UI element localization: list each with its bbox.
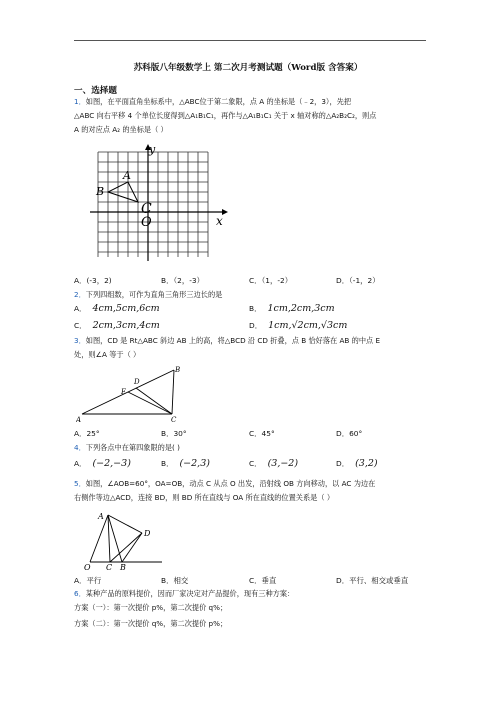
q3-number: 3．: [74, 336, 86, 345]
q2-text: 下列四组数，可作为直角三角形三边长的是: [85, 290, 223, 299]
q1-line-1: [74, 97, 351, 107]
q5-label-d: D: [144, 529, 151, 538]
q3-option-a[interactable]: A．25°: [74, 429, 100, 438]
q5-option-d[interactable]: D．平行、相交或垂直: [336, 576, 409, 585]
q4-text: 下列各点中在第四象限的是( ): [85, 443, 180, 452]
q3-label-b: B: [175, 366, 181, 374]
q3-label-a: A: [76, 416, 82, 424]
q5-line-1: [74, 479, 375, 489]
q5-option-c[interactable]: C．垂直: [249, 576, 277, 585]
q5-segment-bd: [122, 533, 142, 562]
q2-line: [74, 290, 222, 300]
q5-label-a: A: [98, 512, 104, 521]
q1-label-c: C: [141, 201, 152, 217]
q4-option-a[interactable]: A． (−2,−3): [74, 458, 131, 469]
header-rule: [74, 40, 426, 41]
q4-line: [74, 443, 180, 453]
q3-segment-cd: [136, 388, 172, 414]
q2-number: 2．: [74, 290, 86, 299]
q4-number: 4．: [74, 443, 86, 452]
q5-line-2: 右侧作等边△ACD，连接 BD，则 BD 所在直线与 OA 所在直线的位置关系是（ ）: [74, 493, 335, 502]
section-heading: 一、选择题: [74, 86, 117, 96]
q3-triangle-figure: [76, 364, 186, 424]
q5-geometry-figure: [84, 509, 164, 571]
q2-option-c[interactable]: C． 2cm,3cm,4cm: [74, 320, 160, 331]
q1-label-y: y: [149, 143, 156, 156]
q1-option-a[interactable]: A．(-3，2): [74, 276, 112, 285]
q1-grid: [98, 152, 208, 257]
q6-plan-2: 方案（二）：第一次提价 q%，第二次提价 p%；: [74, 619, 228, 628]
q1-option-c[interactable]: C．（1，-2）: [249, 276, 293, 285]
q2-option-b[interactable]: B． 1cm,2cm,3cm: [249, 303, 335, 314]
q6-text: 某种产品的原料提价，因而厂家决定对产品提价，现有三种方案：: [85, 589, 295, 598]
q3-segment-ce: [128, 392, 172, 414]
q3-line-1: [74, 336, 380, 346]
q4-option-d[interactable]: D． (3,2): [336, 458, 378, 469]
q1-label-x: x: [216, 214, 223, 228]
q1-x-arrow-icon: [222, 209, 228, 215]
q1-option-d[interactable]: D．（-1，2）: [336, 276, 380, 285]
q5-label-c: C: [106, 563, 113, 571]
q4-option-c[interactable]: C． (3,−2): [249, 458, 299, 469]
q5-label-o: O: [84, 563, 91, 571]
q3-label-d: D: [134, 378, 140, 386]
q5-option-a[interactable]: A．平行: [74, 576, 102, 585]
q1-label-o: O: [141, 215, 152, 230]
q1-label-a: A: [123, 169, 131, 182]
q5-option-b[interactable]: B．相交: [161, 576, 189, 585]
q5-segment-ad: [108, 515, 142, 533]
q1-label-b: B: [96, 185, 105, 198]
q1-option-b[interactable]: B．（2，-3）: [161, 276, 205, 285]
q3-line-2: 处，则∠A 等于（ ）: [74, 350, 141, 359]
q2-option-d[interactable]: D． 1cm,√2cm,√3cm: [249, 320, 348, 331]
q1-line-2: △ABC 向右平移 4 个单位长度得到△A₁B₁C₁，再作与△A₁B₁C₁ 关于 x 轴对称的△A₂B₂C₂，则点: [74, 111, 377, 120]
q1-coordinate-figure: [88, 143, 238, 268]
q5-number: 5．: [74, 479, 86, 488]
q6-number: 6．: [74, 589, 86, 598]
q5-segment-oa: [90, 515, 108, 562]
q3-label-e: E: [121, 388, 127, 396]
page-title: 苏科版八年级数学上 第二次月考测试题（Word版 含答案）: [133, 63, 363, 73]
q1-text-1: 如图，在平面直角坐标系中，△ABC位于第二象限，点 A 的坐标是（﹣2，3），先把: [85, 97, 352, 106]
q3-text-1: 如图，CD 是 Rt△ABC 斜边 AB 上的高，将△BCD 沿 CD 折叠，点 B 恰好落在 AB 的中点 E: [85, 336, 381, 345]
q3-option-c[interactable]: C．45°: [249, 429, 275, 438]
q3-label-c: C: [171, 416, 177, 424]
q3-segment-cb: [172, 370, 174, 414]
q3-option-d[interactable]: D．60°: [336, 429, 363, 438]
q1-number: 1．: [74, 97, 86, 106]
q6-plan-1: 方案（一）：第一次提价 p%，第二次提价 q%；: [74, 603, 228, 612]
q4-option-b[interactable]: B． (−2,3): [161, 458, 210, 469]
q3-option-b[interactable]: B．30°: [161, 429, 187, 438]
q5-label-b: B: [120, 563, 126, 571]
q1-line-3: A 的对应点 A₂ 的坐标是（ ）: [74, 125, 168, 134]
q2-option-a[interactable]: A． 4cm,5cm,6cm: [74, 303, 160, 314]
q6-line: [74, 589, 294, 599]
q5-text-1: 如图，∠AOB=60°，OA=OB，动点 C 从点 O 出发，沿射线 OB 方向移动，以 AC 为边在: [85, 479, 376, 488]
